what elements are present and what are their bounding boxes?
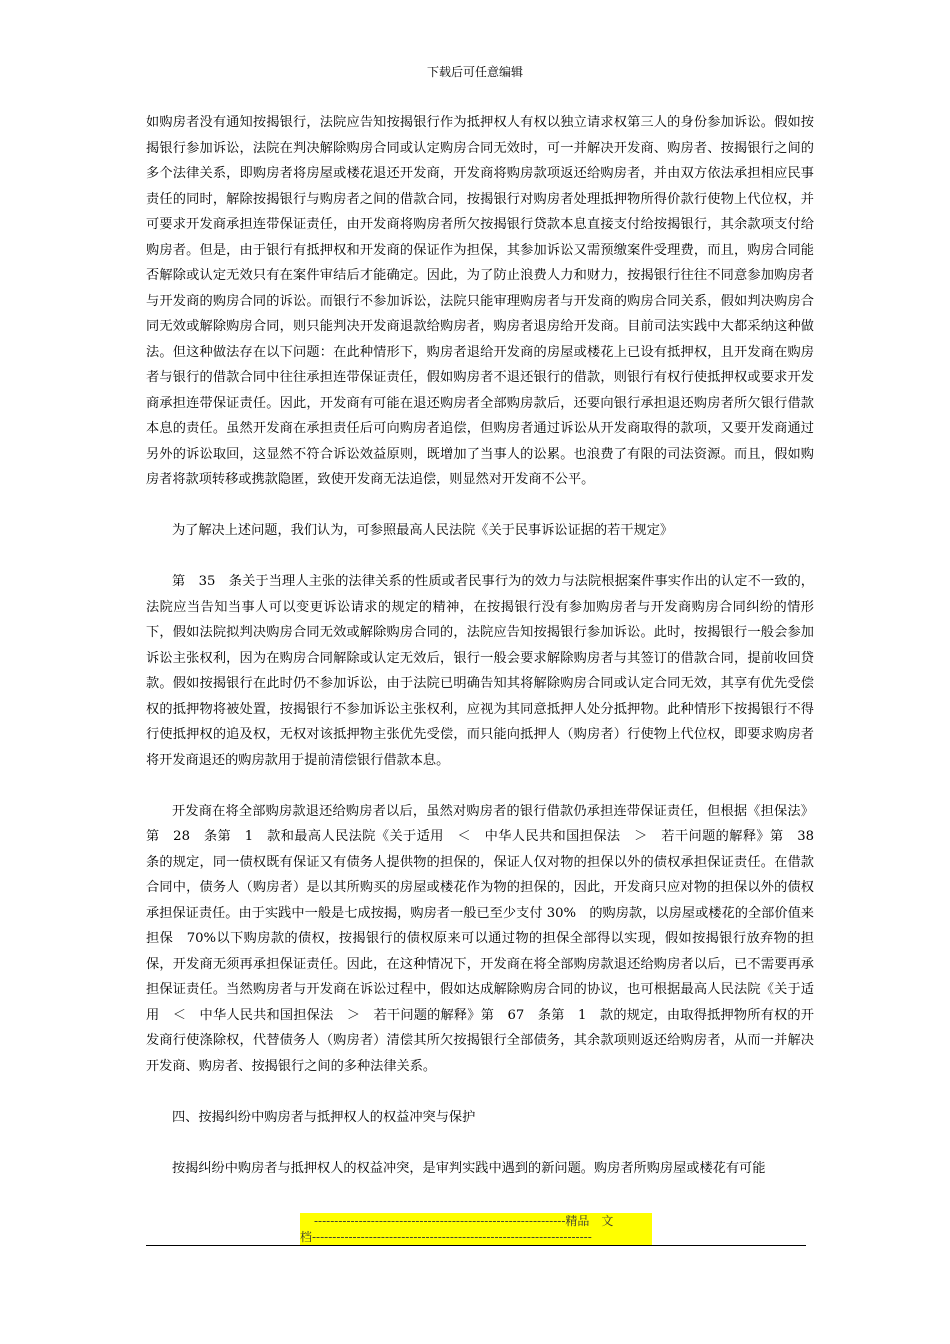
page-header: 下载后可任意编辑 (426, 65, 523, 79)
document-body (146, 110, 828, 1207)
section-heading: 四、按揭纠纷中购房者与抵押权人的权益冲突与保护 (172, 1109, 476, 1125)
paragraph-4: 开发商在将全部购房款退还给购房者以后，虽然对购房者的银行借款仍承担连带保证责任，但根据《担保法》第 28 条第 1 款和最高人民法院《关于适用 ＜ 中华人民共和国担保法 ＞ 若干问题的解释》第 38 条的规定，同一债权既有保证又有债务人提供物的担保的，保证人仅对物的担保以外的债权承担保证责任。在借款合同中，债务人（购房者）是以其所购买的房屋或楼花作为物的担保的，因此，开发商只应对物的担保以外的债权承担保证责任。由于实践中一般是七成按揭，购房者一般已至少支付 30% 的购房款，以房屋或楼花的全部价值来担保 70%以下购房款的债权，按揭银行的债权原来可以通过物的担保全部得以实现，假如按揭银行放弃物的担保，开发商无须再承担保证责任。因此，在这种情况下，开发商在将全部购房款退还给购房者以后，已不需要再承担保证责任。当然购房者与开发商在诉讼过程中，假如达成解除购房合同的协议，也可根据最高人民法院《关于适用 ＜ 中华人民共和国担保法 ＞ 若干问题的解释》第 67 条第 1 款的规定，由取得抵押物所有权的开发商行使涤除权，代替债务人（购房者）清偿其所欠按揭银行全部债务，其余款项则返还给购房者，从而一并解决开发商、购房者、按揭银行之间的多种法律关系。 (146, 803, 828, 1074)
paragraph-1: 如购房者没有通知按揭银行，法院应告知按揭银行作为抵押权人有权以独立请求权第三人的身份参加诉讼。假如按揭银行参加诉讼，法院在判决解除购房合同或认定购房合同无效时，可一并解决开发商、购房者、按揭银行之间的多个法律关系，即购房者将房屋或楼花退还开发商，开发商将购房款项返还给购房者，并由双方依法承担相应民事责任的同时，解除按揭银行与购房者之间的借款合同，按揭银行对购房者处理抵押物所得价款行使物上代位权，并可要求开发商承担连带保证责任，由开发商将购房者所欠按揭银行贷款本息直接支付给按揭银行，其余款项支付给购房者。但是，由于银行有抵押权和开发商的保证作为担保，其参加诉讼又需预缴案件受理费，而且，购房合同能否解除或认定无效只有在案件审结后才能确定。因此，为了防止浪费人力和财力，按揭银行往往不同意参加购房者与开发商的购房合同的诉讼。而银行不参加诉讼，法院只能审理购房者与开发商的购房合同关系，假如判决购房合同无效或解除购房合同，则只能判决开发商退款给购房者，购房者退房给开发商。目前司法实践中大都采纳这种做法。但这种做法存在以下问题：在此种情形下，购房者退给开发商的房屋或楼花上已设有抵押权，且开发商在购房者与银行的借款合同中往往承担连带保证责任，假如购房者不退还银行的借款，则银行有权行使抵押权或要求开发商承担连带保证责任。因此，开发商有可能在退还购房者全部购房款后，还要向银行承担退还购房者所欠银行借款本息的责任。虽然开发商在承担责任后可向购房者追偿，但购房者通过诉讼从开发商取得的款项，又要开发商通过另外的诉讼取回，这显然不符合诉讼效益原则，既增加了当事人的讼累。也浪费了有限的司法资源。而且，假如购房者将款项转移或携款隐匿，致使开发商无法追偿，则显然对开发商不公平。 (146, 115, 814, 487)
footer-watermark (300, 1213, 652, 1245)
footer-watermark-line-1: --------------------------------------------------------------精品 文 (314, 1214, 614, 1228)
footer-divider (146, 1245, 806, 1246)
paragraph-5: 按揭纠纷中购房者与抵押权人的权益冲突，是审判实践中遇到的新问题。购房者所购房屋或楼花有可能 (172, 1160, 766, 1176)
paragraph-3: 第 35 条关于当理人主张的法律关系的性质或者民事行为的效力与法院根据案件事实作出的认定不一致的，法院应当告知当事人可以变更诉讼请求的规定的精神，在按揭银行没有参加购房者与开发商购房合同纠纷的情形下，假如法院拟判决购房合同无效或解除购房合同的，法院应告知按揭银行参加诉讼。此时，按揭银行一般会参加诉讼主张权利，因为在购房合同解除或认定无效后，银行一般会要求解除购房者与其签订的借款合同，提前收回贷款。假如按揭银行在此时仍不参加诉讼，由于法院已明确告知其将解除购房合同或认定合同无效，其享有优先受偿权的抵押物将被处置，按揭银行不参加诉讼主张权利，应视为其同意抵押人处分抵押物。此种情形下按揭银行不得行使抵押权的追及权，无权对该抵押物主张优先受偿，而只能向抵押人（购房者）行使物上代位权，即要求购房者将开发商退还的购房款用于提前清偿银行借款本息。 (146, 574, 814, 768)
footer-watermark-line-2: 档--------------------------------------------------------------------- (300, 1230, 592, 1244)
paragraph-2: 为了解决上述问题，我们认为，可参照最高人民法院《关于民事诉讼证据的若干规定》 (172, 523, 674, 538)
